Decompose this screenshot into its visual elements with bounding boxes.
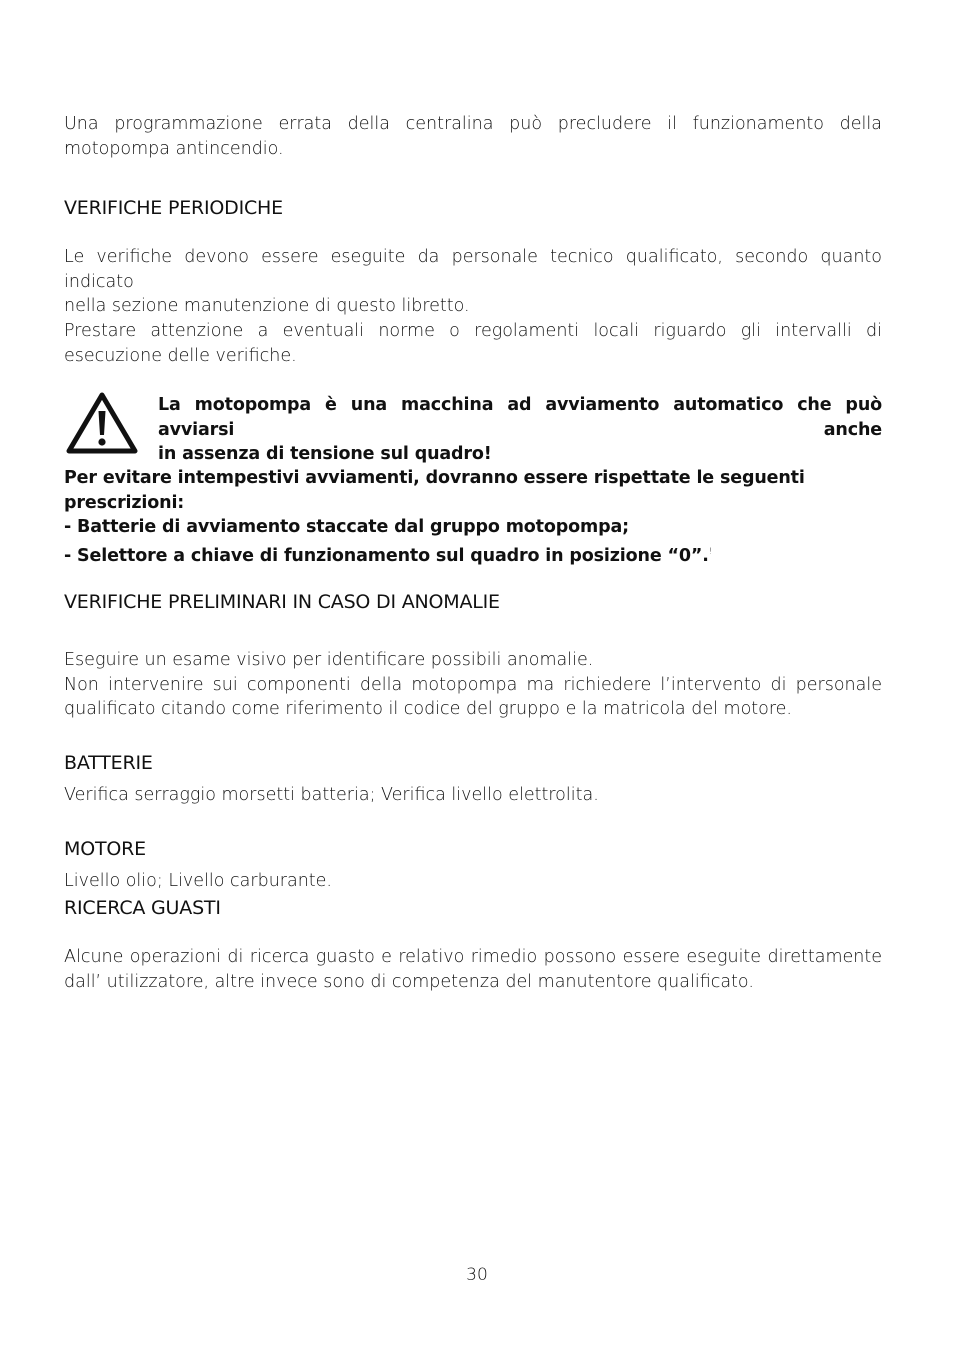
heading-batterie: BATTERIE (64, 752, 153, 774)
intro-line-2: motopompa antincendio. (64, 138, 284, 159)
motore-text: Livello olio; Livello carburante. (64, 871, 332, 891)
verifiche-periodiche-paragraph-2 (64, 319, 882, 368)
prescriptions-intro: Per evitare intempestivi avviamenti, dovranno essere rispettate le seguenti prescrizioni: (64, 468, 805, 513)
vp-p1-line-2: nella sezione manutenzione di questo libretto. (64, 296, 470, 316)
ricerca-guasti-paragraph (64, 945, 882, 994)
vpre-line-1: Eseguire un esame visivo per identificare possibili anomalie. (64, 650, 594, 670)
heading-motore: MOTORE (64, 838, 146, 860)
vp-p2-line-1: Prestare attenzione a eventuali norme o regolamenti locali riguardo gli intervalli di (64, 321, 882, 341)
prescriptions-block (64, 466, 882, 568)
verifiche-preliminari-paragraph (64, 648, 882, 722)
warning-line-1: La motopompa è una macchina ad avviamento automatico che può avviarsi anche (158, 395, 882, 440)
heading-ricerca-guasti: RICERCA GUASTI (64, 897, 221, 919)
rg-line-2: dall’ utilizzatore, altre invece sono di competenza del manutentore qualificato. (64, 971, 754, 992)
batterie-text: Verifica serraggio morsetti batteria; Verifica livello elettrolita. (64, 785, 599, 805)
prescription-item-2-text: - Selettore a chiave di funzionamento sul quadro in posizione “0”. (64, 545, 709, 566)
intro-line-1: Una programmazione errata della centralina può precludere il funzionamento della (64, 114, 882, 134)
heading-verifiche-periodiche: VERIFICHE PERIODICHE (64, 197, 283, 219)
vp-p1-line-1: Le verifiche devono essere eseguite da personale tecnico qualificato, secondo quanto indicato (64, 247, 882, 292)
warning-line-2: in assenza di tensione sul quadro! (158, 444, 492, 464)
verifiche-periodiche-paragraph-1 (64, 245, 882, 319)
vpre-line-3: qualificato citando come riferimento il codice del gruppo e la matricola del motore. (64, 699, 792, 719)
prescription-item-2 (64, 540, 882, 568)
prescription-item-1: - Batterie di avviamento staccate dal gruppo motopompa; (64, 517, 629, 537)
vpre-line-2: Non intervenire sui componenti della motopompa ma richiedere l’intervento di personale (64, 674, 882, 695)
warning-message (158, 393, 882, 467)
rg-line-1: Alcune operazioni di ricerca guasto e relativo rimedio possono essere eseguite direttamente (64, 947, 882, 967)
intro-paragraph (64, 112, 882, 161)
warning-triangle-icon (66, 391, 138, 455)
prescription-item-2-mark: ! (708, 546, 713, 557)
vp-p2-line-2: esecuzione delle verifiche. (64, 345, 297, 366)
page-number: 30 (466, 1265, 488, 1285)
heading-verifiche-preliminari: VERIFICHE PRELIMINARI IN CASO DI ANOMALIE (64, 591, 500, 613)
